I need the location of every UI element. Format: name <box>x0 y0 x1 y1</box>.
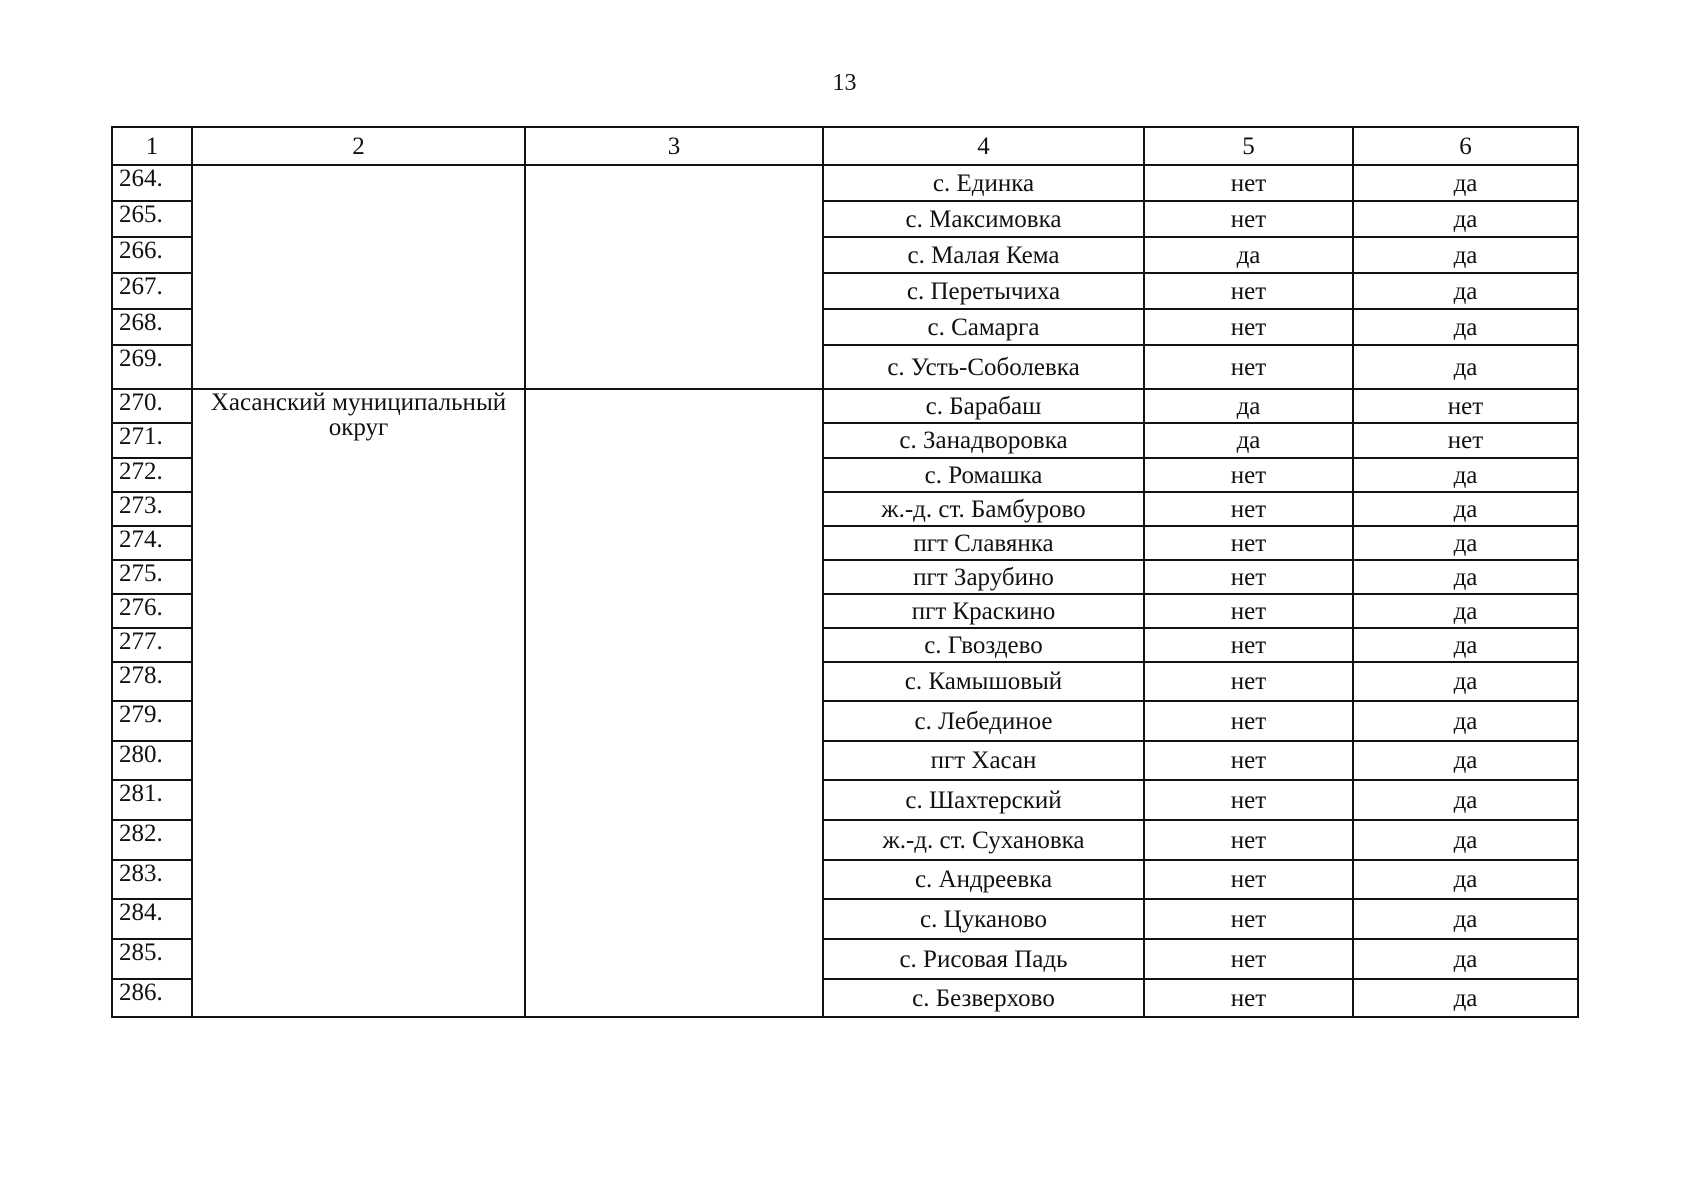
table-row <box>112 389 1578 423</box>
row-number: 264. <box>112 165 192 201</box>
locality-cell: с. Максимовка <box>823 201 1144 237</box>
col3-cell <box>525 389 823 1017</box>
locality-cell: с. Камышовый <box>823 662 1144 701</box>
district-cell: Хасанский муниципальный округ <box>192 389 525 1017</box>
locality-cell: с. Перетычиха <box>823 273 1144 309</box>
col5-cell: нет <box>1144 860 1353 899</box>
locality-cell: с. Усть-Соболевка <box>823 345 1144 389</box>
col6-cell: да <box>1353 780 1578 820</box>
row-number: 279. <box>112 701 192 741</box>
locality-cell: пгт Хасан <box>823 741 1144 780</box>
row-number: 281. <box>112 780 192 820</box>
col5-cell: нет <box>1144 780 1353 820</box>
locality-cell: с. Шахтерский <box>823 780 1144 820</box>
col5-cell: нет <box>1144 458 1353 492</box>
locality-cell: пгт Краскино <box>823 594 1144 628</box>
col6-cell: да <box>1353 345 1578 389</box>
col6-cell: да <box>1353 458 1578 492</box>
locality-cell: ж.-д. ст. Бамбурово <box>823 492 1144 526</box>
col6-cell: да <box>1353 492 1578 526</box>
header-col-2: 2 <box>192 127 525 165</box>
col6-cell: да <box>1353 273 1578 309</box>
col6-cell: нет <box>1353 389 1578 423</box>
col6-cell: да <box>1353 662 1578 701</box>
col5-cell: нет <box>1144 939 1353 979</box>
col5-cell: нет <box>1144 979 1353 1017</box>
locality-cell: пгт Славянка <box>823 526 1144 560</box>
locality-cell: с. Занадворовка <box>823 423 1144 458</box>
col6-cell: да <box>1353 628 1578 662</box>
locality-cell: с. Безверхово <box>823 979 1144 1017</box>
col5-cell: нет <box>1144 345 1353 389</box>
col6-cell: да <box>1353 309 1578 345</box>
row-number: 267. <box>112 273 192 309</box>
col6-cell: нет <box>1353 423 1578 458</box>
locality-cell: с. Рисовая Падь <box>823 939 1144 979</box>
col6-cell: да <box>1353 594 1578 628</box>
locality-cell: с. Лебединое <box>823 701 1144 741</box>
header-col-5: 5 <box>1144 127 1353 165</box>
col6-cell: да <box>1353 165 1578 201</box>
col5-cell: нет <box>1144 628 1353 662</box>
row-number: 268. <box>112 309 192 345</box>
col6-cell: да <box>1353 560 1578 594</box>
col5-cell: нет <box>1144 741 1353 780</box>
localities-table <box>111 126 1579 1018</box>
col5-cell: да <box>1144 389 1353 423</box>
col5-cell: нет <box>1144 820 1353 860</box>
locality-cell: с. Цуканово <box>823 899 1144 939</box>
row-number: 283. <box>112 860 192 899</box>
row-number: 285. <box>112 939 192 979</box>
col5-cell: нет <box>1144 701 1353 741</box>
row-number: 272. <box>112 458 192 492</box>
page-number: 13 <box>832 70 857 96</box>
col5-cell: нет <box>1144 594 1353 628</box>
col6-cell: да <box>1353 701 1578 741</box>
col5-cell: да <box>1144 237 1353 273</box>
col6-cell: да <box>1353 237 1578 273</box>
locality-cell: пгт Зарубино <box>823 560 1144 594</box>
district-cell <box>192 165 525 389</box>
row-number: 282. <box>112 820 192 860</box>
locality-cell: с. Малая Кема <box>823 237 1144 273</box>
col5-cell: нет <box>1144 492 1353 526</box>
col5-cell: нет <box>1144 662 1353 701</box>
header-col-1: 1 <box>112 127 192 165</box>
row-number: 273. <box>112 492 192 526</box>
row-number: 275. <box>112 560 192 594</box>
row-number: 276. <box>112 594 192 628</box>
col5-cell: нет <box>1144 560 1353 594</box>
locality-cell: с. Андреевка <box>823 860 1144 899</box>
table-row <box>112 165 1578 201</box>
header-col-6: 6 <box>1353 127 1578 165</box>
row-number: 277. <box>112 628 192 662</box>
col6-cell: да <box>1353 741 1578 780</box>
col6-cell: да <box>1353 860 1578 899</box>
col5-cell: нет <box>1144 899 1353 939</box>
row-number: 286. <box>112 979 192 1017</box>
row-number: 271. <box>112 423 192 458</box>
col6-cell: да <box>1353 526 1578 560</box>
locality-cell: с. Гвоздево <box>823 628 1144 662</box>
row-number: 278. <box>112 662 192 701</box>
col5-cell: нет <box>1144 273 1353 309</box>
header-col-4: 4 <box>823 127 1144 165</box>
col5-cell: нет <box>1144 201 1353 237</box>
row-number: 270. <box>112 389 192 423</box>
row-number: 265. <box>112 201 192 237</box>
col5-cell: нет <box>1144 165 1353 201</box>
locality-cell: с. Ромашка <box>823 458 1144 492</box>
col6-cell: да <box>1353 899 1578 939</box>
header-col-3: 3 <box>525 127 823 165</box>
col6-cell: да <box>1353 939 1578 979</box>
row-number: 266. <box>112 237 192 273</box>
col6-cell: да <box>1353 979 1578 1017</box>
locality-cell: ж.-д. ст. Сухановка <box>823 820 1144 860</box>
col6-cell: да <box>1353 820 1578 860</box>
row-number: 280. <box>112 741 192 780</box>
locality-cell: с. Единка <box>823 165 1144 201</box>
col3-cell <box>525 165 823 389</box>
row-number: 274. <box>112 526 192 560</box>
col5-cell: нет <box>1144 309 1353 345</box>
locality-cell: с. Барабаш <box>823 389 1144 423</box>
table-body <box>112 165 1578 1017</box>
col5-cell: да <box>1144 423 1353 458</box>
locality-cell: с. Самарга <box>823 309 1144 345</box>
row-number: 284. <box>112 899 192 939</box>
row-number: 269. <box>112 345 192 389</box>
table-header-row <box>112 127 1578 165</box>
col6-cell: да <box>1353 201 1578 237</box>
col5-cell: нет <box>1144 526 1353 560</box>
